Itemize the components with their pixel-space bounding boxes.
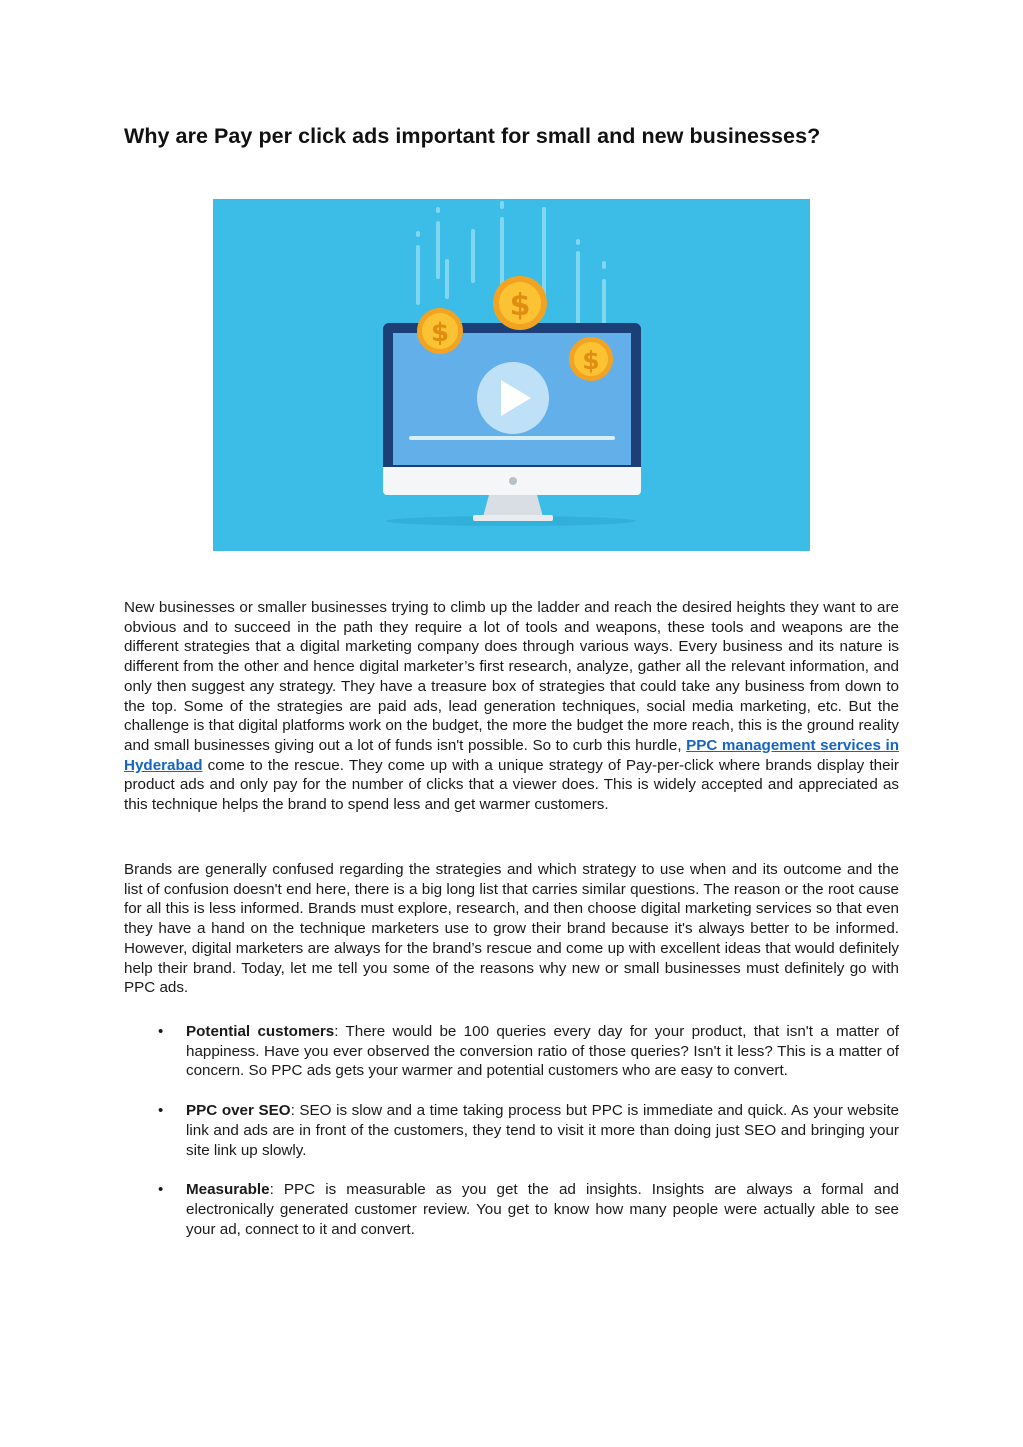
list-item-heading: Measurable (186, 1181, 270, 1199)
list-item-heading: Potential customers (186, 1023, 335, 1040)
svg-text:$: $ (582, 346, 600, 375)
reasons-list (124, 1022, 899, 1259)
page-title: Why are Pay per click ads important for small and new businesses? (124, 124, 821, 148)
monitor-illustration (213, 199, 810, 551)
ppc-services-link[interactable]: PPC management services in Hyderabad (124, 736, 899, 774)
intro-paragraph-before-link: New businesses or smaller businesses trying to climb up the ladder and reach the desired heights they want to are obvious and to succeed in the path they require a lot of tools and weapons, these tools and weapons are the different strategies that a digital marketing company does through various ways. Every business and its nature is different from the other and hence digital marketer’s first research, analyze, gather all the relevant information, and only then suggest any strategy. They have a treasure box of strategies that could take any business from down to the top. Some of the strategies are paid ads, lead generation techniques, social media marketing, etc. But the challenge is that digital platforms work on the budget, the more the budget the more reach, this is the ground reality and small businesses giving out a lot of funds isn't possible. So to curb this hurdle, (124, 599, 899, 754)
bullet-marker: • (158, 1102, 164, 1120)
hero-image (213, 199, 810, 551)
list-item-text: : SEO is slow and a time taking process but PPC is immediate and quick. As your website link and ads are in front of the customers, they tend to visit it more than doing just SEO and bringing your site link up slowly. (186, 1102, 899, 1159)
intro-paragraph (124, 598, 899, 815)
intro-paragraph-after-link: come to the rescue. They come up with a unique strategy of Pay-per-click where brands display their product ads and only pay for the number of clicks that a viewer does. This is widely accepted and appreciated as this technique helps the brand to spend less and get warmer customers. (124, 756, 899, 814)
bullet-marker: • (158, 1181, 164, 1199)
list-item-heading: PPC over SEO (186, 1102, 291, 1120)
bullet-marker: • (158, 1023, 164, 1040)
svg-text:$: $ (509, 288, 531, 323)
svg-text:$: $ (430, 318, 450, 348)
list-item-text: : PPC is measurable as you get the ad insights. Insights are always a formal and electronically generated customer review. You get to know how many people were actually able to see your ad, connect to it and convert. (186, 1181, 899, 1238)
list-item (124, 1101, 899, 1160)
list-item-text: : There would be 100 queries every day for your product, that isn't a matter of happiness. Have you ever observed the conversion ratio of those queries? Isn't it less? This is a matter of concern. So PPC ads gets your warmer and potential customers who are easy to convert. (186, 1023, 899, 1080)
list-item (124, 1022, 899, 1081)
list-item (124, 1180, 899, 1239)
brands-paragraph: Brands are generally confused regarding the strategies and which strategy to use when and its outcome and the list of confusion doesn't end here, there is a big long list that carries similar questions. The reason or the root cause for all this is less informed. Brands must explore, research, and then choose digital marketing services so that even they have a hand on the technique marketers use to grow their brand because it's always better to be informed. However, digital marketers are always for the brand’s rescue and come up with excellent ideas that would definitely help their brand. Today, let me tell you some of the reasons why new or small businesses must definitely go with PPC ads. (124, 861, 899, 997)
